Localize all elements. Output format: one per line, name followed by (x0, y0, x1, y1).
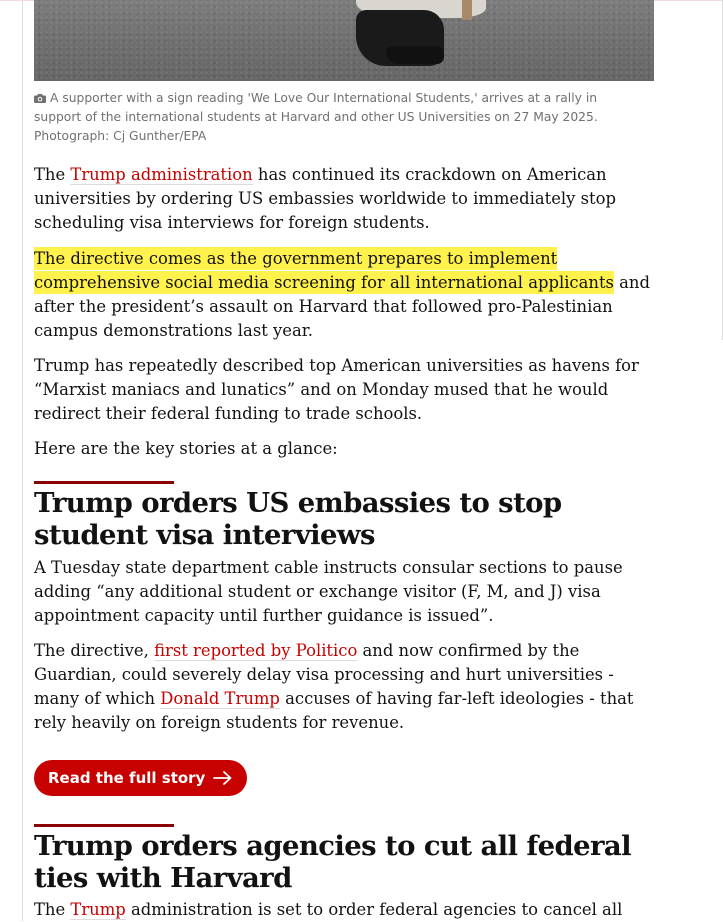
story2-p1-text-end: administration is set to order federal agencies to cancel all (125, 900, 623, 919)
intro-paragraph-4 (34, 437, 654, 461)
politico-link[interactable]: first reported by Politico (154, 641, 358, 660)
intro-paragraph-1 (34, 163, 654, 235)
photo-ground-texture (34, 0, 654, 81)
trump-administration-link[interactable]: Trump administration (70, 165, 253, 184)
story2-paragraph-1 (34, 898, 654, 922)
trump-link[interactable]: Trump (70, 900, 126, 919)
photo-shoe-sole (386, 46, 444, 64)
intro-p1-text-end: has continued its crackdown on American universities by ordering US embassies worldwide to immediately stop scheduling visa interviews for foreign students. (34, 165, 616, 232)
caption-text: A supporter with a sign reading 'We Love Our International Students,' arrives at a rally in support of the international students at Harvard and other US Universities on 27 May 2025. Photograph: Cj Gunther/EPA (34, 91, 598, 143)
intro-p2-text-end: and after the president’s assault on Harvard that followed pro-Palestinian campus demonstrations last year. (34, 273, 650, 340)
story1-p2-text-end: accuses of having far-left ideologies - that rely heavily on foreign students for revenue. (34, 689, 634, 732)
intro-p1-text-start: The (34, 165, 71, 184)
story1-p1-text: A Tuesday state department cable instructs consular sections to pause adding “any additional student or exchange visitor (F, M, and J) visa appointment capacity until further guidance is issued”. (34, 558, 623, 625)
story2-heading-rule (34, 824, 174, 827)
story2-heading: Trump orders agencies to cut all federal ties with Harvard (34, 830, 631, 894)
intro-p4-text: Here are the key stories at a glance: (34, 439, 338, 458)
camera-icon (34, 94, 46, 103)
story1-p2-text-start: The directive, (34, 641, 155, 660)
left-column-border (22, 0, 23, 921)
story2-p1-text-start: The (34, 900, 71, 919)
story1-heading: Trump orders US embassies to stop student visa interviews (34, 487, 562, 551)
story1-paragraph-2 (34, 639, 654, 735)
story1-paragraph-1 (34, 556, 654, 628)
article-photo (34, 0, 654, 81)
story1-heading-rule (34, 481, 174, 484)
intro-p3-text: Trump has repeatedly described top American universities as havens for “Marxist maniacs and lunatics” and on Monday mused that he would redirect their federal funding to trade schools. (34, 356, 639, 423)
story1-p2-text-middle: and now confirmed by the Guardian, could severely delay visa processing and hurt universities - many of which (34, 641, 614, 708)
donald-trump-link[interactable]: Donald Trump (160, 689, 280, 708)
arrow-right-icon (213, 771, 233, 785)
read-full-story-label: Read the full story (48, 769, 206, 787)
read-full-story-button[interactable] (34, 760, 247, 796)
highlighted-text: The directive comes as the government prepares to implement comprehensive social media screening for all international applicants (34, 249, 614, 292)
intro-paragraph-3 (34, 354, 654, 426)
intro-paragraph-2 (34, 247, 654, 343)
photo-sign-stick (462, 0, 472, 20)
photo-caption (34, 89, 614, 146)
